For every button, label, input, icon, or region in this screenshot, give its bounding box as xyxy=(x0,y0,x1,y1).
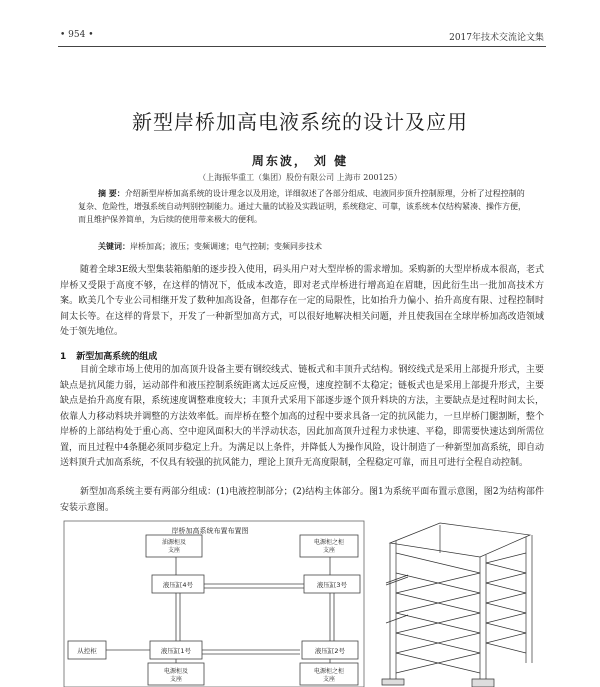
structure-top-beam xyxy=(390,523,530,557)
page-number: • 954 • xyxy=(60,30,94,40)
leg4-label: 液压缸4号 xyxy=(162,581,194,589)
leg1-label: 液压缸1号 xyxy=(160,647,192,655)
figure xyxy=(60,513,544,687)
intro-paragraph: 随着全球3E级大型集装箱船舶的逐步投入使用，码头用户对大型岸桥的需求增加。采购新的大型岸桥成本很高，老式岸桥又受限于高度不够，在这样的情况下，低成本改造，即对老式岸桥进行增高迫在眉睫，因此衍生出一批加高技术方案。欧美几个专业公司相继开发了数种加高设备，但都存在一定的局限性，比如抬升力偏小、抬升高度有限、过程控制时间太长等。在这样的背景下，开发了一种新型加高方式，可以很好地解决相关问题，并且使我国在全球岸桥加高改造领域处于领先地位。 xyxy=(60,265,544,337)
power-box-bottom-left-label: 电源柜及支座 xyxy=(163,668,189,683)
journal-name: 2017年技术交流论文集 xyxy=(449,33,544,43)
paper-title: 新型岸桥加高电液系统的设计及应用 xyxy=(132,110,468,134)
structure-bases xyxy=(382,679,494,687)
diagram-lines xyxy=(104,549,334,663)
header-rule xyxy=(58,46,546,47)
structure-drawing xyxy=(382,523,532,687)
keywords-text: 岸桥加高；液压；变频调速；电气控制；变频同步技术 xyxy=(130,242,322,251)
structure-bracing xyxy=(396,553,526,673)
section-paragraph-1: 目前全球市场上使用的加高顶升设备主要有钢绞线式、链板式和丰顶升式结构。钢绞线式是采用上部提升形式，主要缺点是抗风能力弱，运动部件和液压控制系统距离太远反应慢，速度控制不太稳定；链板式也是采用上部提升形式，主要缺点是抬升高度有限，系统速度调整难度较大；丰顶升式采用下部逐步逐个顶升料块的方法，主要缺点是过程时间太长，依靠人力移动料块并调整的方法效率低。而岸桥在整个加高的过程中要求具备一定的抗风能力，一旦岸桥门腿割断，整个岸桥的上部结构处于重心高、空中迎风面积大的半浮动状态，因此加高顶升过程力求快速、平稳，即需要快速达到所需位置，而且过程中4条腿必须同步稳定上升。为满足以上条件，并降低人为操作风险，设计制造了一种新型加高系统，即自动送料顶升式加高系统，不仅具有较强的抗风能力，理论上顶升无高度限制，全程稳定可靠，而且可进行全程自动控制。 xyxy=(60,365,544,468)
section-paragraph-2: 新型加高系统主要有两部分组成：(1)电液控制部分；(2)结构主体部分。图1为系统平面布置示意图，图2为结构部件安装示意图。 xyxy=(60,487,544,513)
figure-svg xyxy=(60,513,544,687)
section-heading xyxy=(60,349,544,362)
running-header xyxy=(60,30,544,46)
abstract-label: 摘 要： xyxy=(98,189,125,198)
structure-platform xyxy=(386,575,408,623)
paper-authors: 周东波， 刘 健 xyxy=(251,154,349,168)
keywords xyxy=(98,241,526,252)
junction-box-top-right-label: 电源柜之柜支座 xyxy=(313,539,345,554)
power-box-top-left-label: 油源柜及支座 xyxy=(161,539,187,554)
control-box-label: 从控柜 xyxy=(77,647,97,655)
keywords-label: 关键词： xyxy=(98,242,130,251)
abstract xyxy=(78,187,526,226)
junction-box-bottom-right-label: 电源柜之柜支座 xyxy=(313,668,345,683)
layout-diagram xyxy=(64,521,364,687)
diagram-title: 岸桥加高系统布置布置图 xyxy=(171,527,249,535)
section-number: 1 xyxy=(60,352,67,362)
leg3-label: 液压缸3号 xyxy=(316,581,348,589)
section-title: 新型加高系统的组成 xyxy=(76,352,158,362)
paper-affiliation: （上海振华重工（集团）股份有限公司 上海市 200125） xyxy=(198,173,402,182)
leg2-label: 液压缸2号 xyxy=(314,647,346,655)
abstract-text: 介绍新型岸桥加高系统的设计理念以及用途，详细叙述了各部分组成、电液同步顶升控制原理，分析了过程控制的复杂、危险性，增强系统自动判别控制能力。通过大量的试验及实践证明，系统稳定、可靠，该系统本仅结构紧凑、操作方便，而且维护保养简单，为后续的使用带来极大的便利。 xyxy=(78,189,526,224)
